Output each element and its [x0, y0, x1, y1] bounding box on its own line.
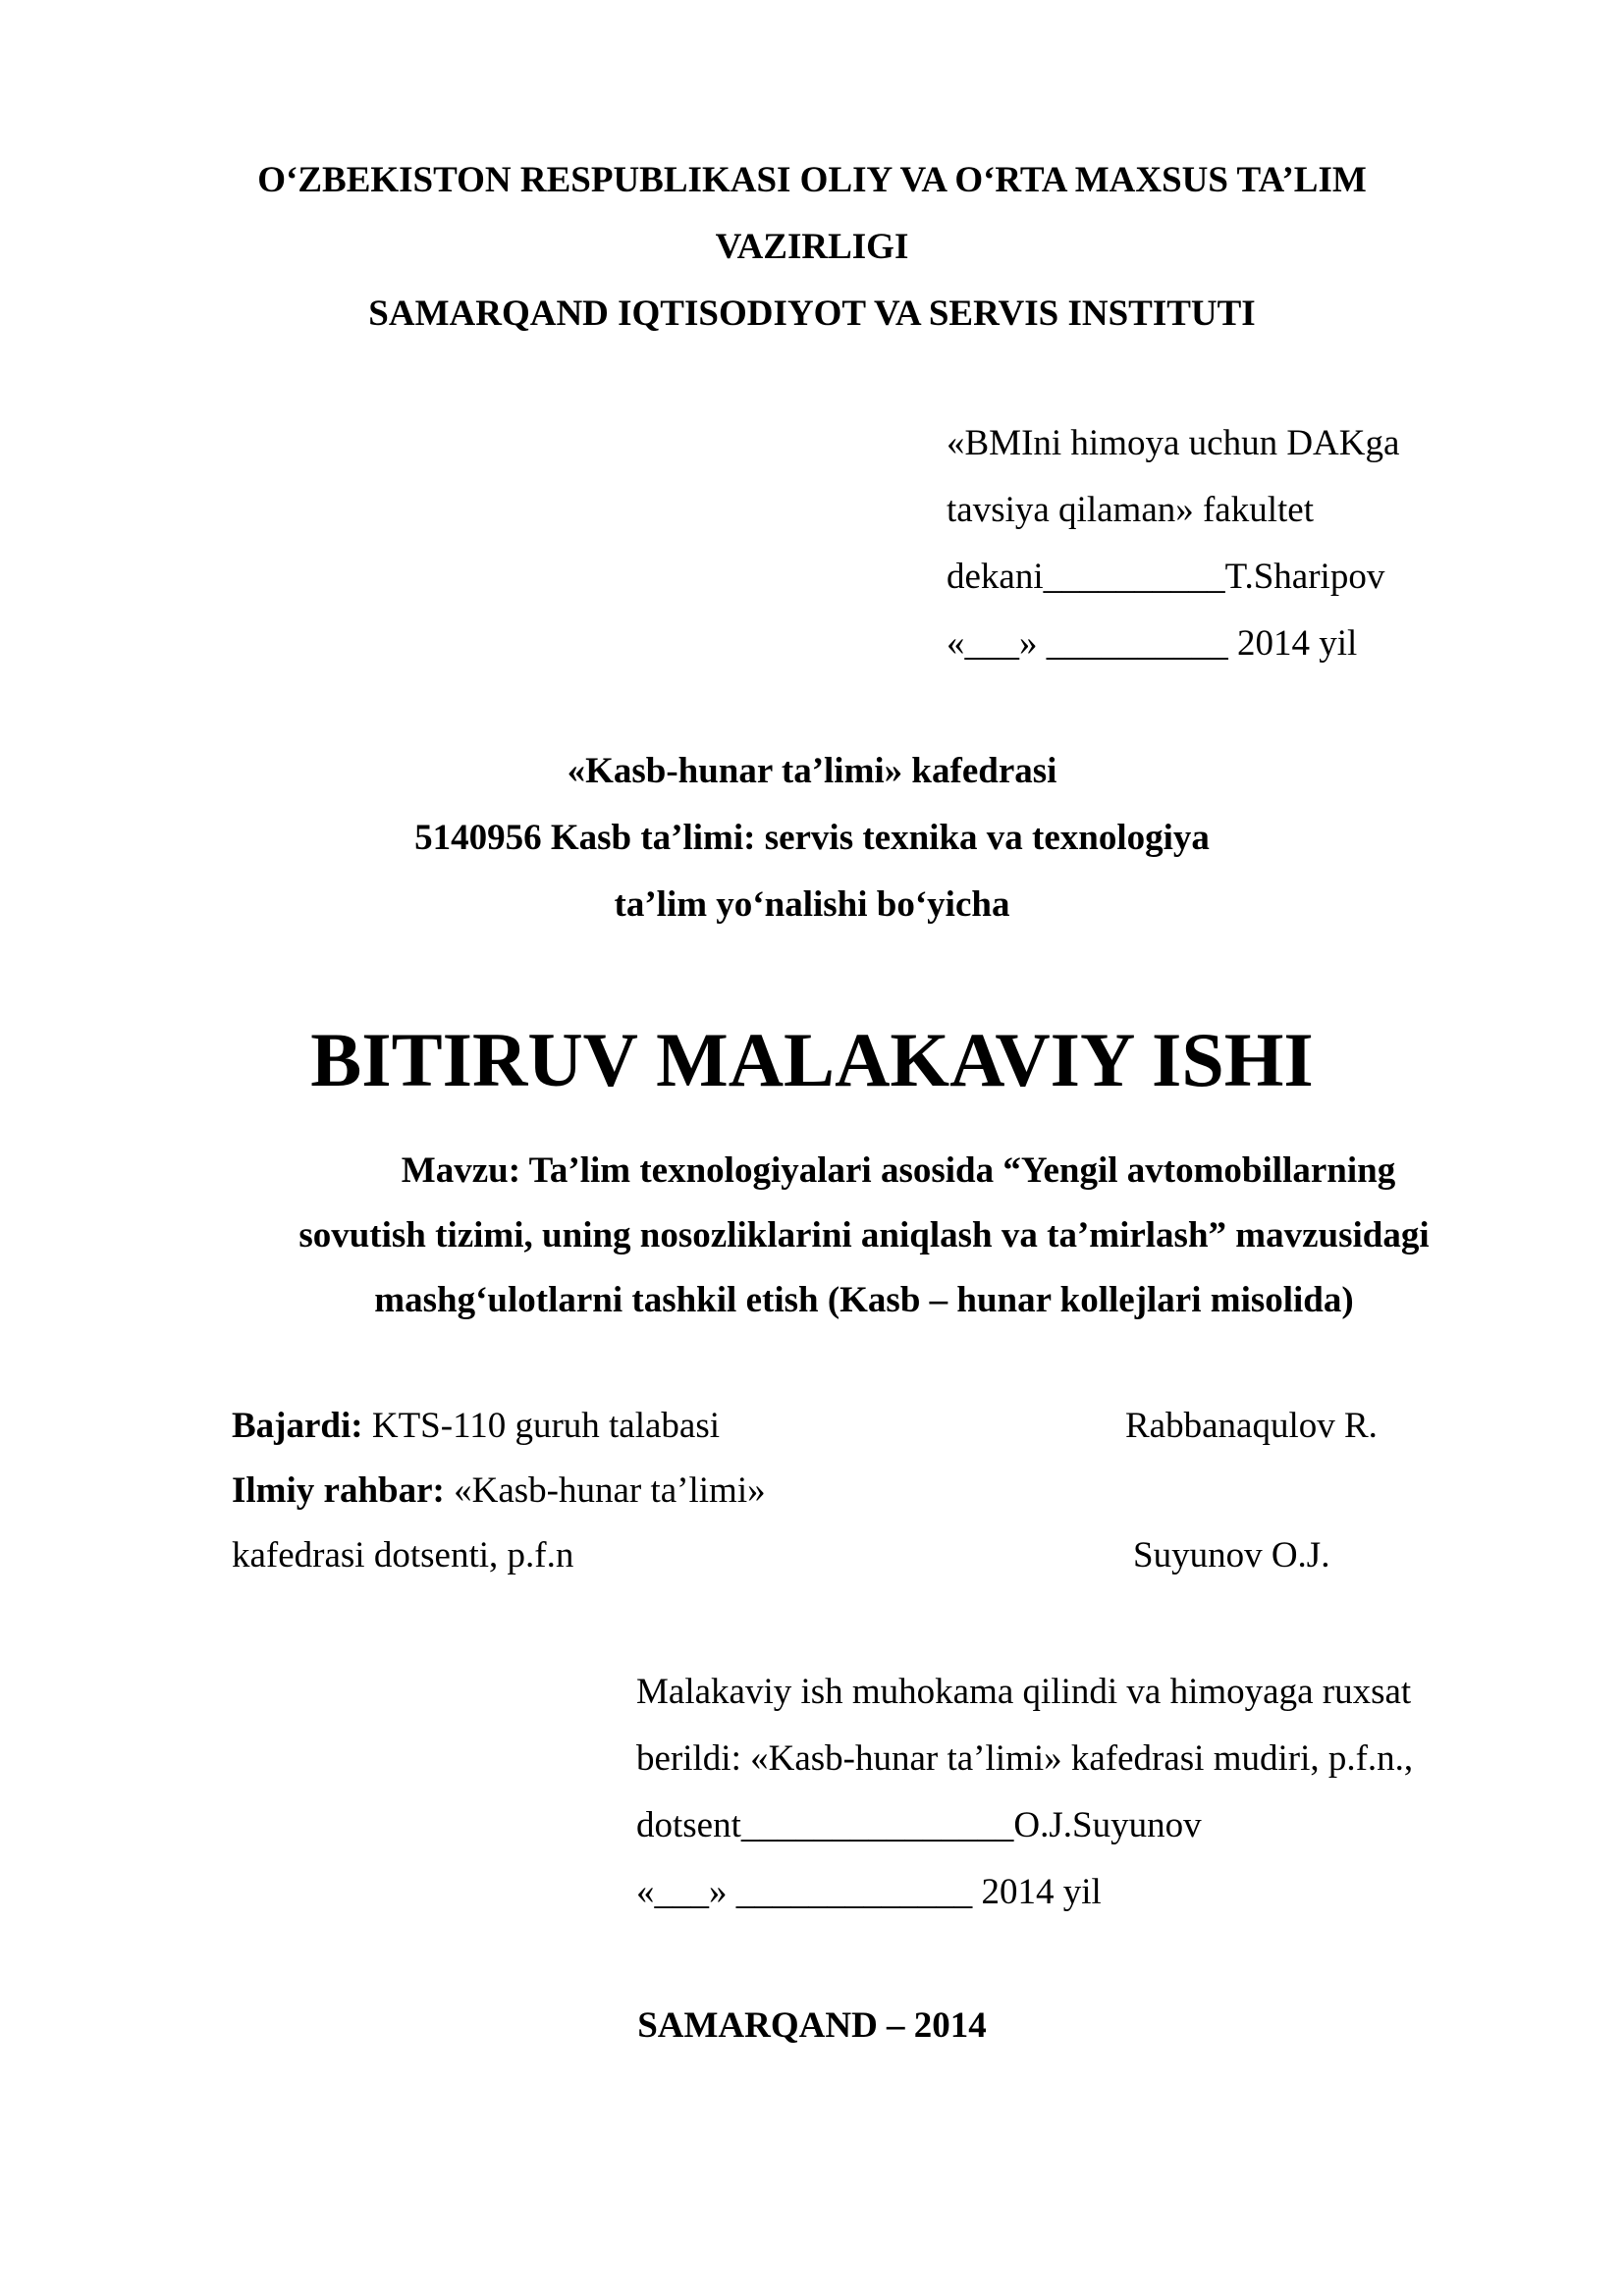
- topic-block: [226, 1139, 1502, 1333]
- city-year-footer: SAMARQAND – 2014: [637, 2005, 987, 2046]
- topic-line-3: mashg‘ulotlarni tashkil etish (Kasb – hunar kollejlari misolida): [374, 1280, 1354, 1320]
- ministry-line-2: VAZIRLIGI: [715, 227, 909, 267]
- supervisor-name: Suyunov O.J.: [1133, 1535, 1330, 1575]
- department-block: [0, 738, 1624, 938]
- dean-date-line: «___» __________ 2014 yil: [947, 623, 1358, 664]
- dean-approval-line-1: «BMIni himoya uchun DAKga: [947, 423, 1400, 463]
- performer-description: KTS-110 guruh talabasi: [362, 1406, 721, 1446]
- head-approval-line-2: berildi: «Kasb-hunar ta’limi» kafedrasi mudiri, p.f.n.,: [636, 1738, 1414, 1779]
- dean-approval-block: [947, 410, 1595, 677]
- dean-signature-line: dekani__________T.Sharipov: [947, 557, 1385, 597]
- topic-line-2: sovutish tizimi, uning nosozliklarini aniqlash va ta’mirlash” mavzusidagi: [298, 1215, 1430, 1255]
- document-title: BITIRUV MALAKAVIY ISHI: [310, 1017, 1314, 1102]
- supervisor-title: kafedrasi dotsenti, p.f.n: [232, 1535, 574, 1575]
- supervisor-description: «Kasb-hunar ta’limi»: [444, 1470, 766, 1511]
- supervisor-label: Ilmiy rahbar:: [232, 1470, 445, 1511]
- head-approval-block: [636, 1659, 1520, 1926]
- head-date-line: «___» _____________ 2014 yil: [636, 1872, 1102, 1912]
- supervisor-title-row: [232, 1523, 1479, 1588]
- performer-row: [232, 1394, 1479, 1459]
- ministry-line-1: O‘ZBEKISTON RESPUBLIKASI OLIY VA O‘RTA MAXSUS TA’LIM: [257, 160, 1367, 200]
- head-signature-line: dotsent_______________O.J.Suyunov: [636, 1805, 1202, 1845]
- head-approval-line-1: Malakaviy ish muhokama qilindi va himoyaga ruxsat: [636, 1672, 1412, 1712]
- specialty-direction: ta’lim yo‘nalishi bo‘yicha: [614, 884, 1010, 925]
- ministry-header: [0, 147, 1624, 347]
- institute-name: SAMARQAND IQTISODIYOT VA SERVIS INSTITUTI: [368, 294, 1256, 334]
- topic-line-1: Mavzu: Ta’lim texnologiyalari asosida “Yengil avtomobillarning: [401, 1150, 1396, 1191]
- dean-approval-line-2: tavsiya qilaman» fakultet: [947, 490, 1314, 530]
- specialty-line: 5140956 Kasb ta’limi: servis texnika va texnologiya: [414, 818, 1210, 858]
- supervisor-row: [232, 1459, 1479, 1523]
- department-name: «Kasb-hunar ta’limi» kafedrasi: [567, 751, 1057, 791]
- performer-label: Bajardi:: [232, 1406, 363, 1446]
- roles-block: [232, 1394, 1479, 1588]
- performer-name: Rabbanaqulov R.: [1125, 1406, 1378, 1446]
